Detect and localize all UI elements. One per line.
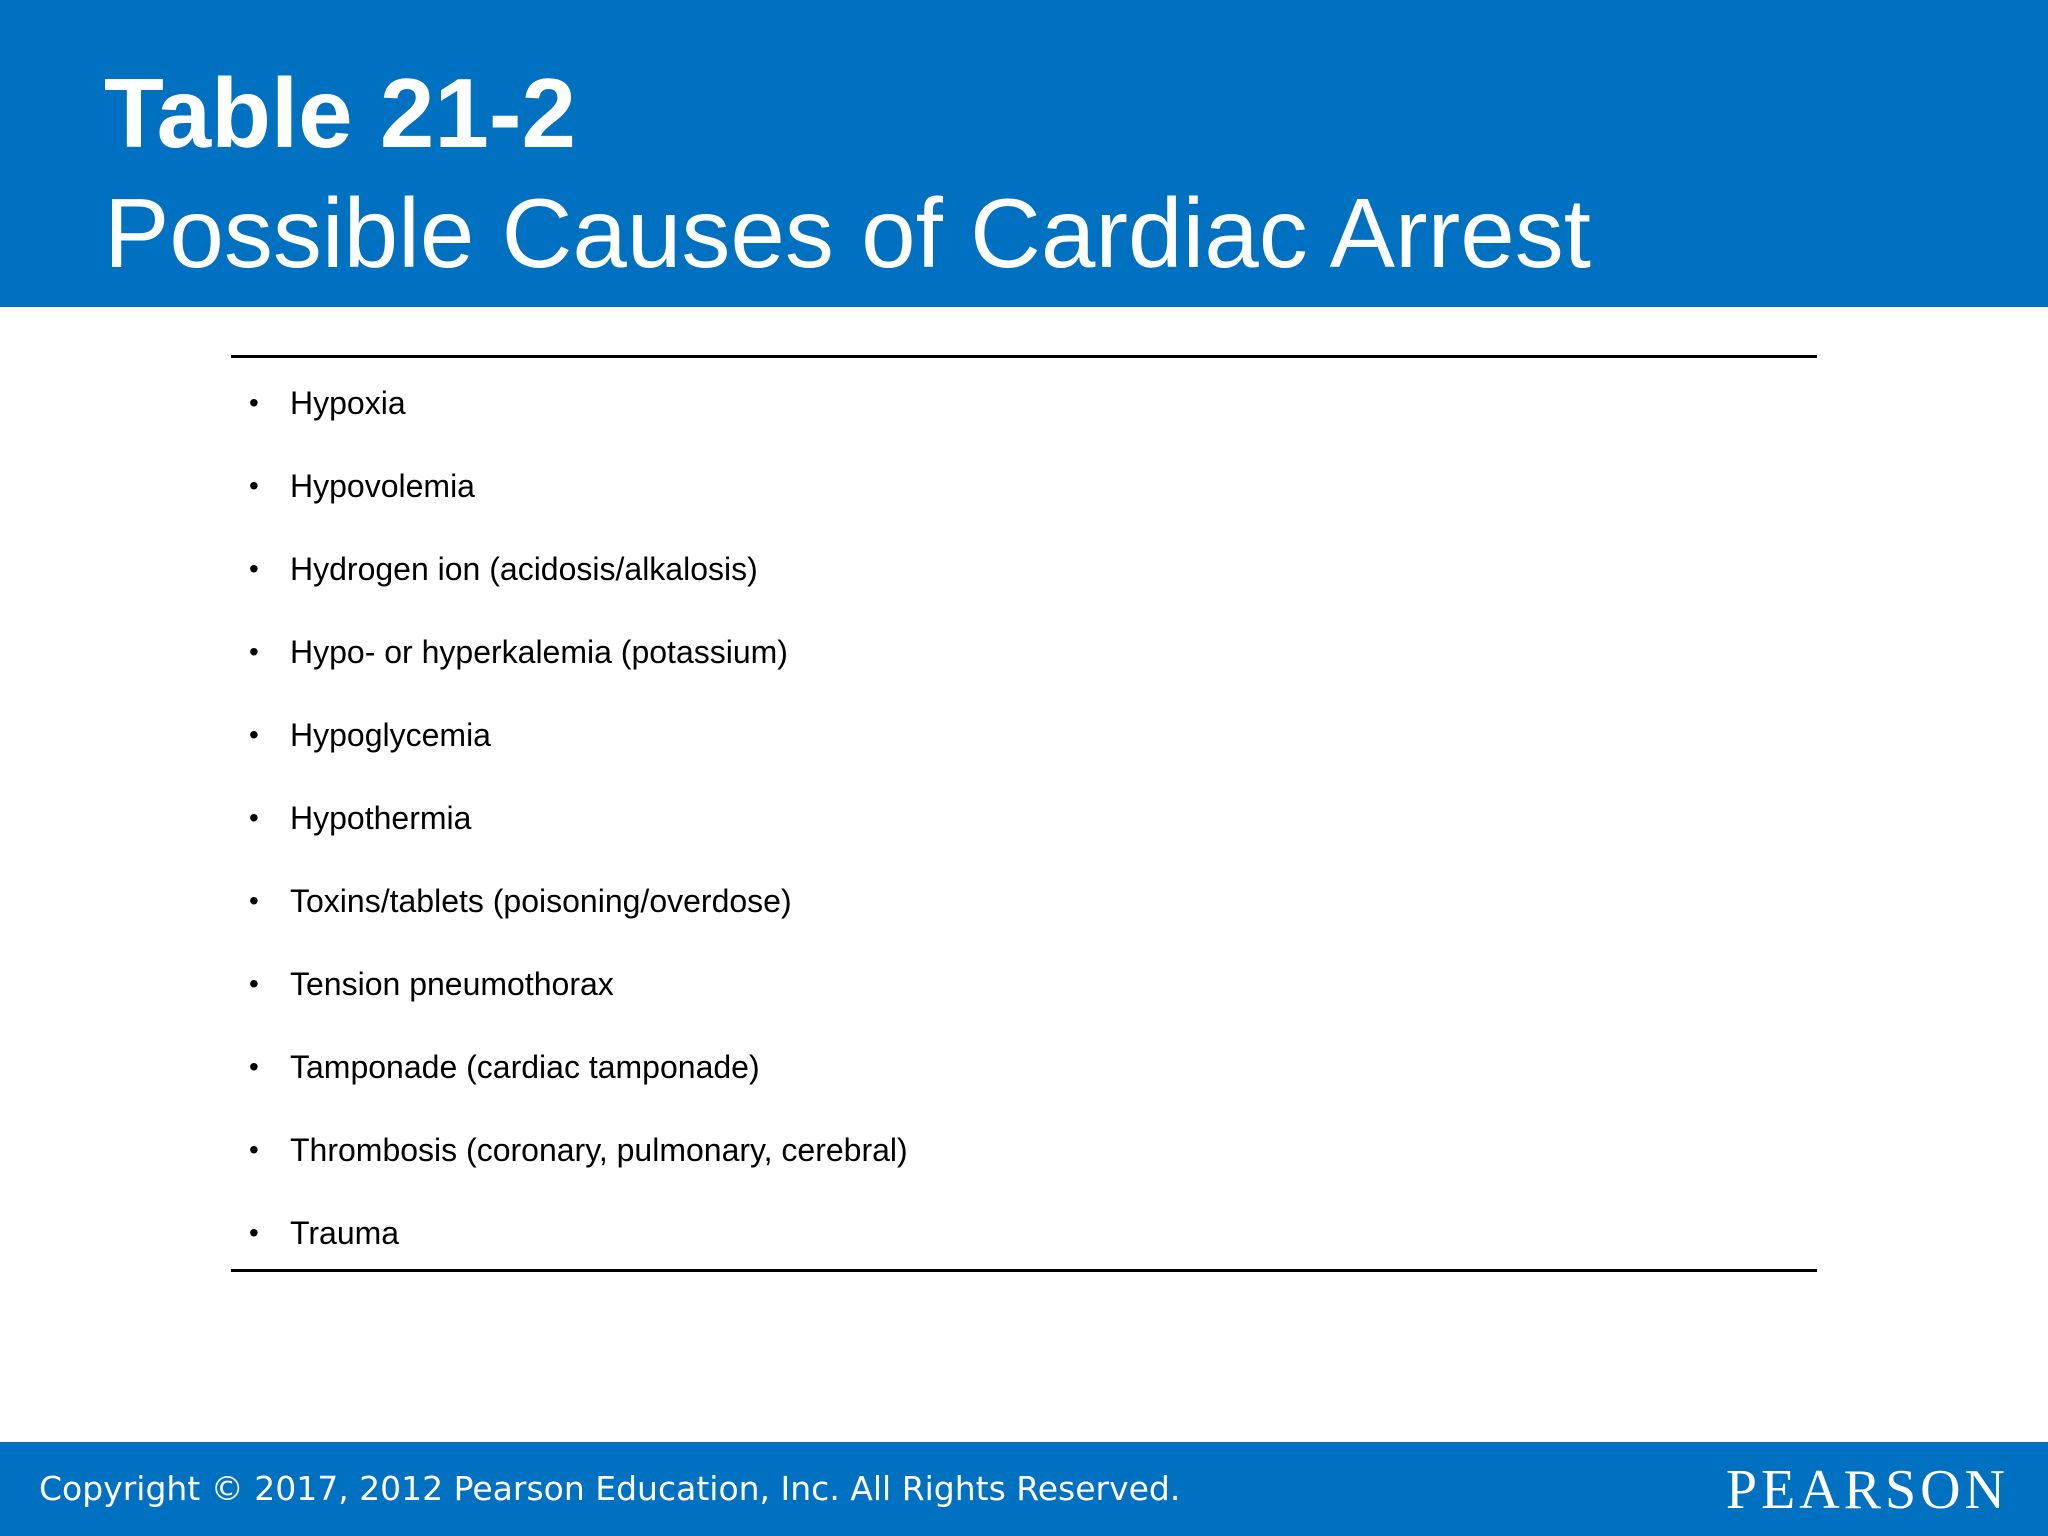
list-item: [231, 450, 1817, 533]
list-item: [231, 782, 1817, 865]
cause-label: Toxins/tablets (poisoning/overdose): [290, 883, 792, 919]
bullet-icon: •: [249, 636, 259, 667]
list-item: [231, 1031, 1817, 1114]
cause-label: Hypoglycemia: [290, 717, 491, 753]
bullet-icon: •: [249, 470, 259, 501]
cause-label: Thrombosis (coronary, pulmonary, cerebral): [290, 1132, 908, 1168]
copyright-notice: Copyright © 2017, 2012 Pearson Education, Inc. All Rights Reserved.: [39, 1469, 1181, 1508]
bullet-icon: •: [249, 1051, 259, 1082]
bullet-icon: •: [249, 1134, 259, 1165]
bullet-icon: •: [249, 1217, 259, 1248]
pearson-logo-text: PEARSON: [1725, 1459, 2009, 1521]
pearson-logo: [1725, 1442, 2048, 1536]
cause-label: Trauma: [290, 1215, 400, 1251]
list-item: [231, 948, 1817, 1031]
cause-label: Hypo- or hyperkalemia (potassium): [290, 634, 788, 670]
bullet-icon: •: [249, 719, 259, 750]
causes-list: [231, 367, 1817, 1280]
table-number: Table 21-2: [104, 58, 577, 168]
cause-label: Hypovolemia: [290, 468, 475, 504]
slide-header: [0, 0, 2048, 307]
list-item: [231, 699, 1817, 782]
list-item: [231, 1114, 1817, 1197]
slide-footer: [0, 1442, 2048, 1536]
list-item: [231, 1197, 1817, 1280]
list-item: [231, 865, 1817, 948]
bullet-icon: •: [249, 968, 259, 999]
bullet-icon: •: [249, 387, 259, 418]
list-item: [231, 533, 1817, 616]
bullet-icon: •: [249, 885, 259, 916]
bullet-icon: •: [249, 802, 259, 833]
cause-label: Tension pneumothorax: [290, 966, 614, 1002]
list-item: [231, 367, 1817, 450]
table-bottom-rule: [231, 1269, 1817, 1272]
bullet-icon: •: [249, 553, 259, 584]
cause-label: Tamponade (cardiac tamponade): [290, 1049, 760, 1085]
cause-label: Hydrogen ion (acidosis/alkalosis): [290, 551, 758, 587]
slide-title: Possible Causes of Cardiac Arrest: [104, 178, 1591, 288]
cause-label: Hypothermia: [290, 800, 472, 836]
table-top-rule: [231, 355, 1817, 358]
cause-label: Hypoxia: [290, 385, 406, 421]
list-item: [231, 616, 1817, 699]
